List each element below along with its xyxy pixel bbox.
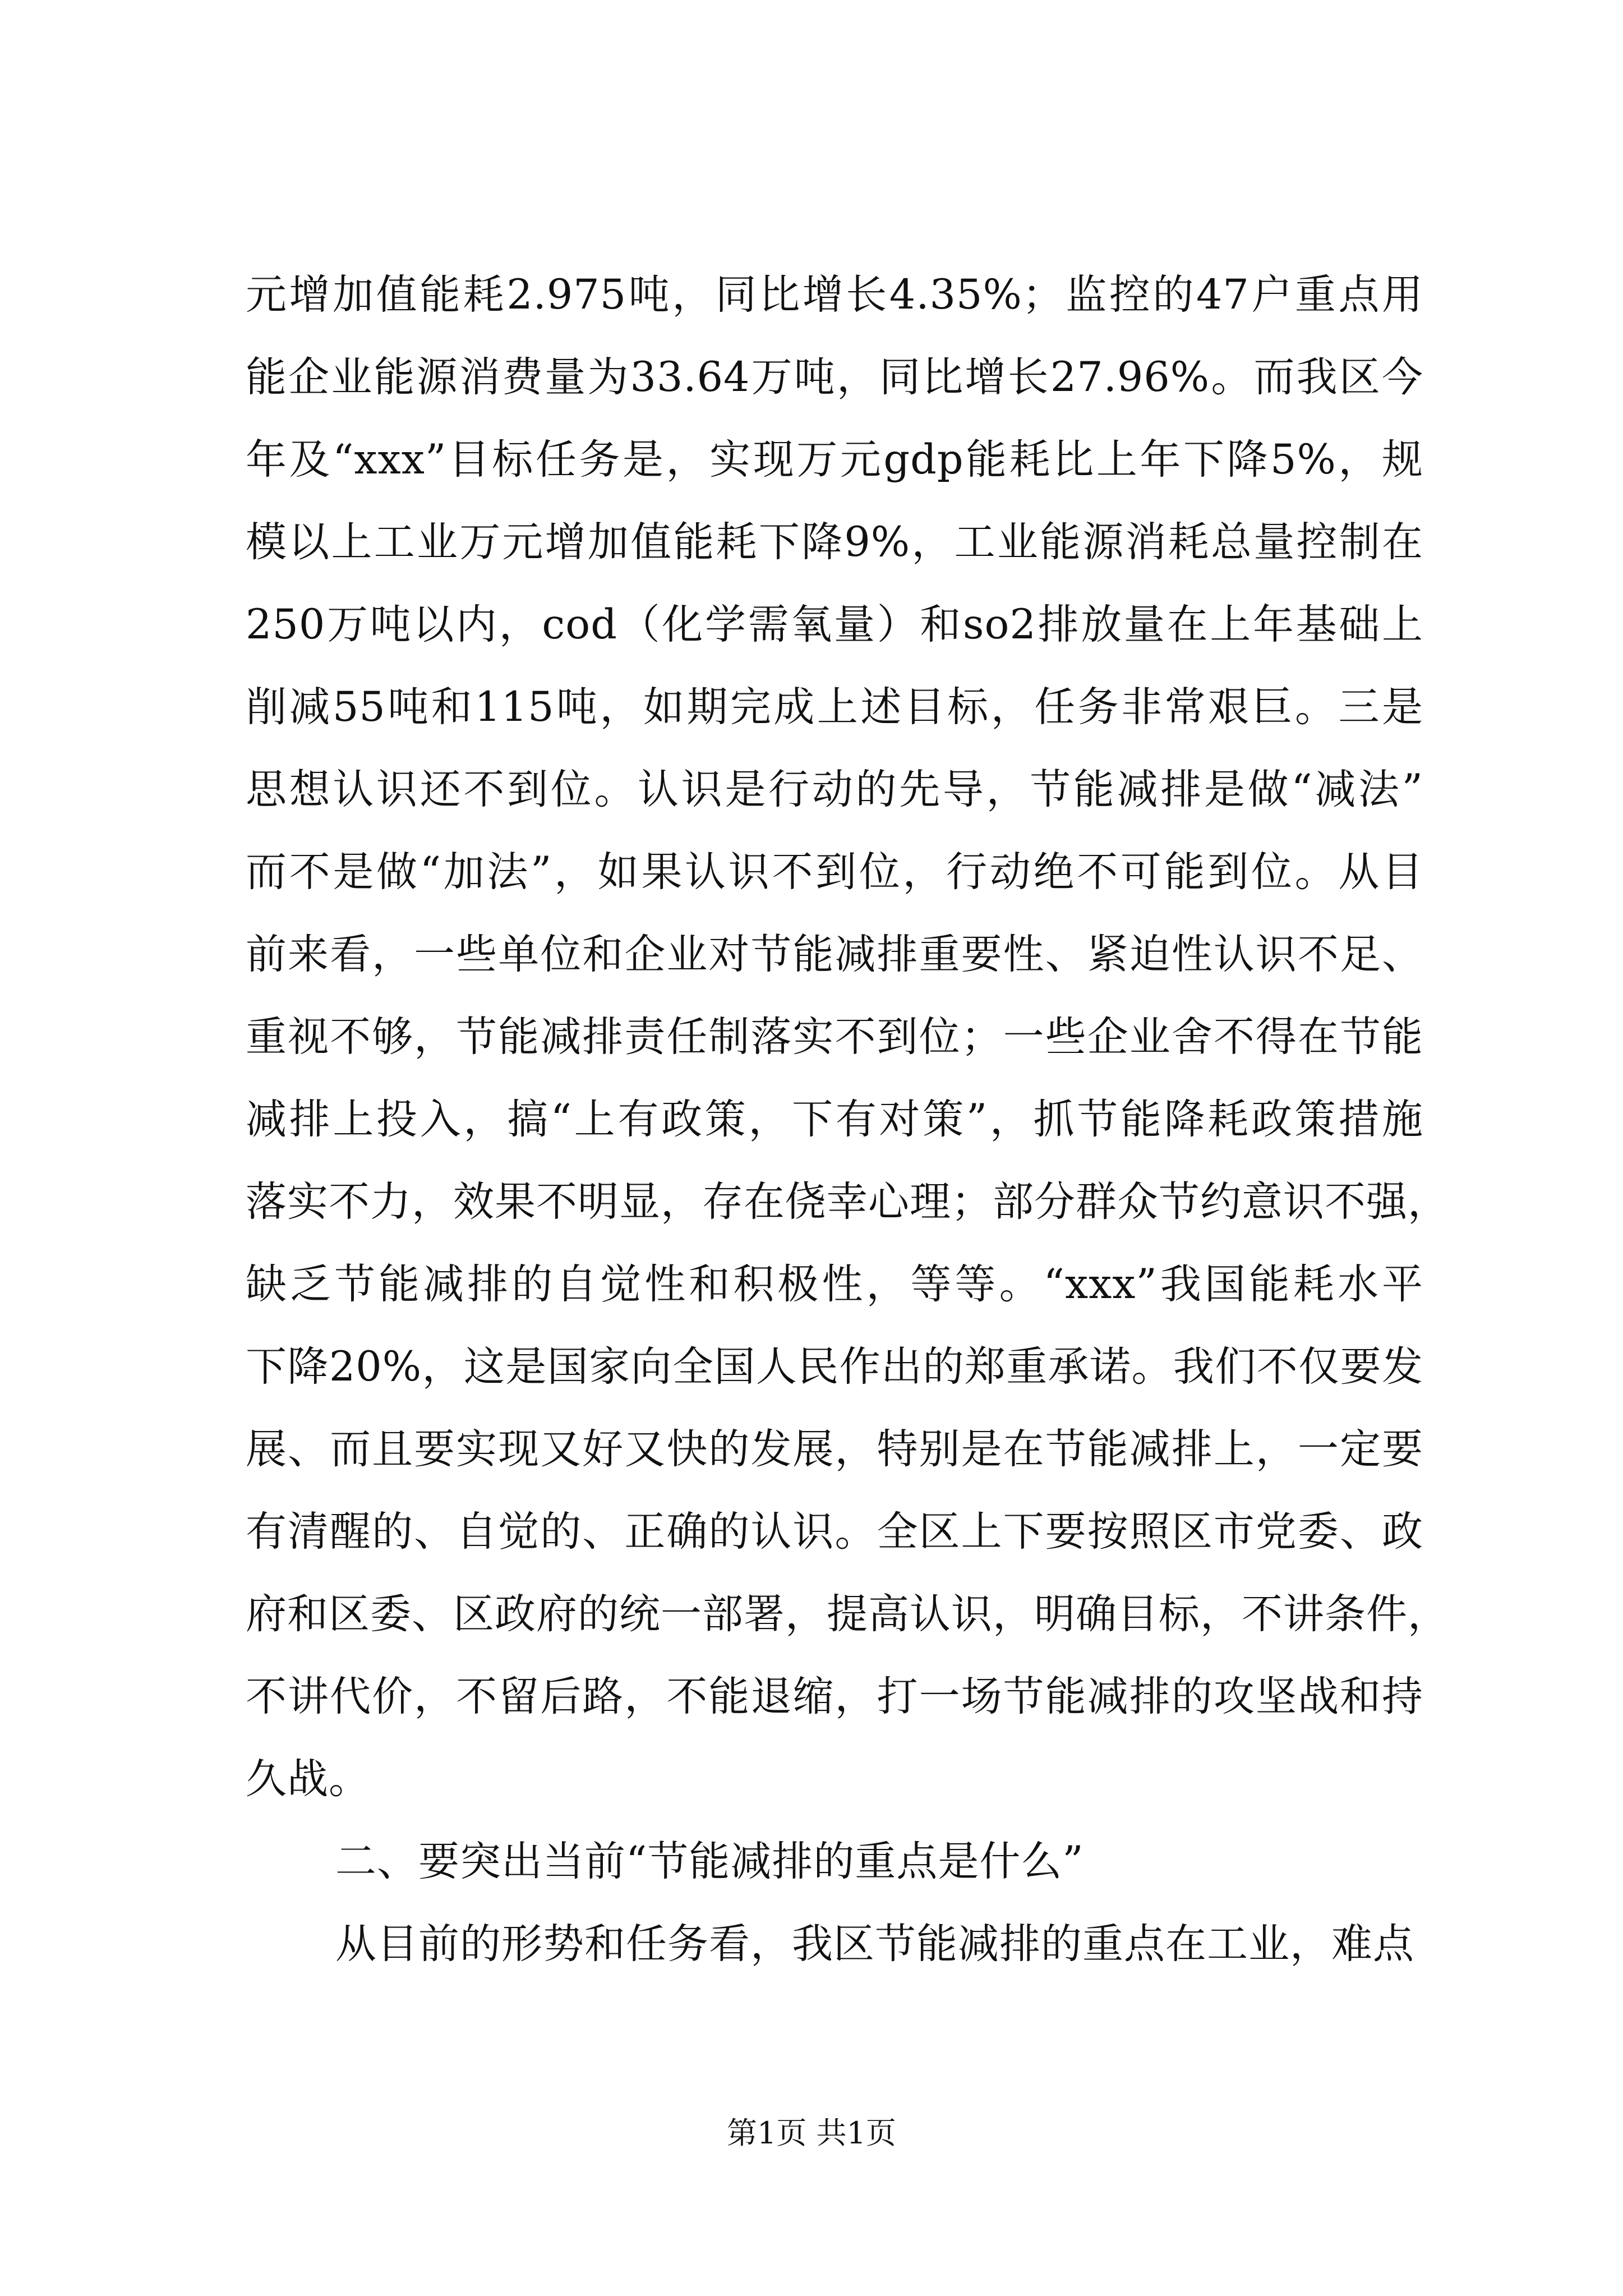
text-line-10: 重视不够，节能减排责任制落实不到位；一些企业舍不得在节能 xyxy=(246,1013,1423,1061)
section-heading: 二、要突出当前“节能减排的重点是什么” xyxy=(335,1838,1084,1885)
page-number-footer: 第1页 共1页 xyxy=(727,2115,896,2151)
text-line-14: 下降20%，这是国家向全国人民作出的郑重承诺。我们不仅要发 xyxy=(246,1343,1423,1391)
text-line-2: 能企业能源消费量为33.64万吨，同比增长27.96%。而我区今 xyxy=(246,353,1423,401)
text-line-3: 年及“xxx”目标任务是，实现万元gdp能耗比上年下降5%，规 xyxy=(246,436,1423,484)
text-line-1: 元增加值能耗2.975吨，同比增长4.35%；监控的47户重点用 xyxy=(246,271,1423,319)
document-body xyxy=(246,254,1449,1985)
text-line-9: 前来看，一些单位和企业对节能减排重要性、紧迫性认识不足、 xyxy=(246,931,1423,978)
text-line-19: 久战。 xyxy=(246,1755,370,1803)
text-line-7: 思想认识还不到位。认识是行动的先导，节能减排是做“减法” xyxy=(246,766,1423,813)
text-line-13: 缺乏节能减排的自觉性和积极性，等等。“xxx”我国能耗水平 xyxy=(246,1260,1423,1308)
text-line-16: 有清醒的、自觉的、正确的认识。全区上下要按照区市党委、政 xyxy=(246,1508,1423,1556)
text-line-11: 减排上投入，搞“上有政策，下有对策”，抓节能降耗政策措施 xyxy=(246,1096,1423,1143)
text-line-15: 展、而且要实现又好又快的发展，特别是在节能减排上，一定要 xyxy=(246,1425,1423,1473)
text-line-17: 府和区委、区政府的统一部署，提高认识，明确目标，不讲条件， xyxy=(246,1590,1449,1638)
text-line-5: 250万吨以内，cod（化学需氧量）和so2排放量在上年基础上 xyxy=(246,601,1423,648)
text-line-18: 不讲代价，不留后路，不能退缩，打一场节能减排的攻坚战和持 xyxy=(246,1673,1423,1720)
text-line-4: 模以上工业万元增加值能耗下降9%，工业能源消耗总量控制在 xyxy=(246,518,1423,566)
text-line-8: 而不是做“加法”，如果认识不到位，行动绝不可能到位。从目 xyxy=(246,848,1423,896)
text-line-6: 削减55吨和115吨，如期完成上述目标，任务非常艰巨。三是 xyxy=(246,683,1423,731)
text-line-12: 落实不力，效果不明显，存在侥幸心理；部分群众节约意识不强， xyxy=(246,1178,1449,1226)
text-line-21: 从目前的形势和任务看，我区节能减排的重点在工业，难点 xyxy=(335,1920,1414,1968)
